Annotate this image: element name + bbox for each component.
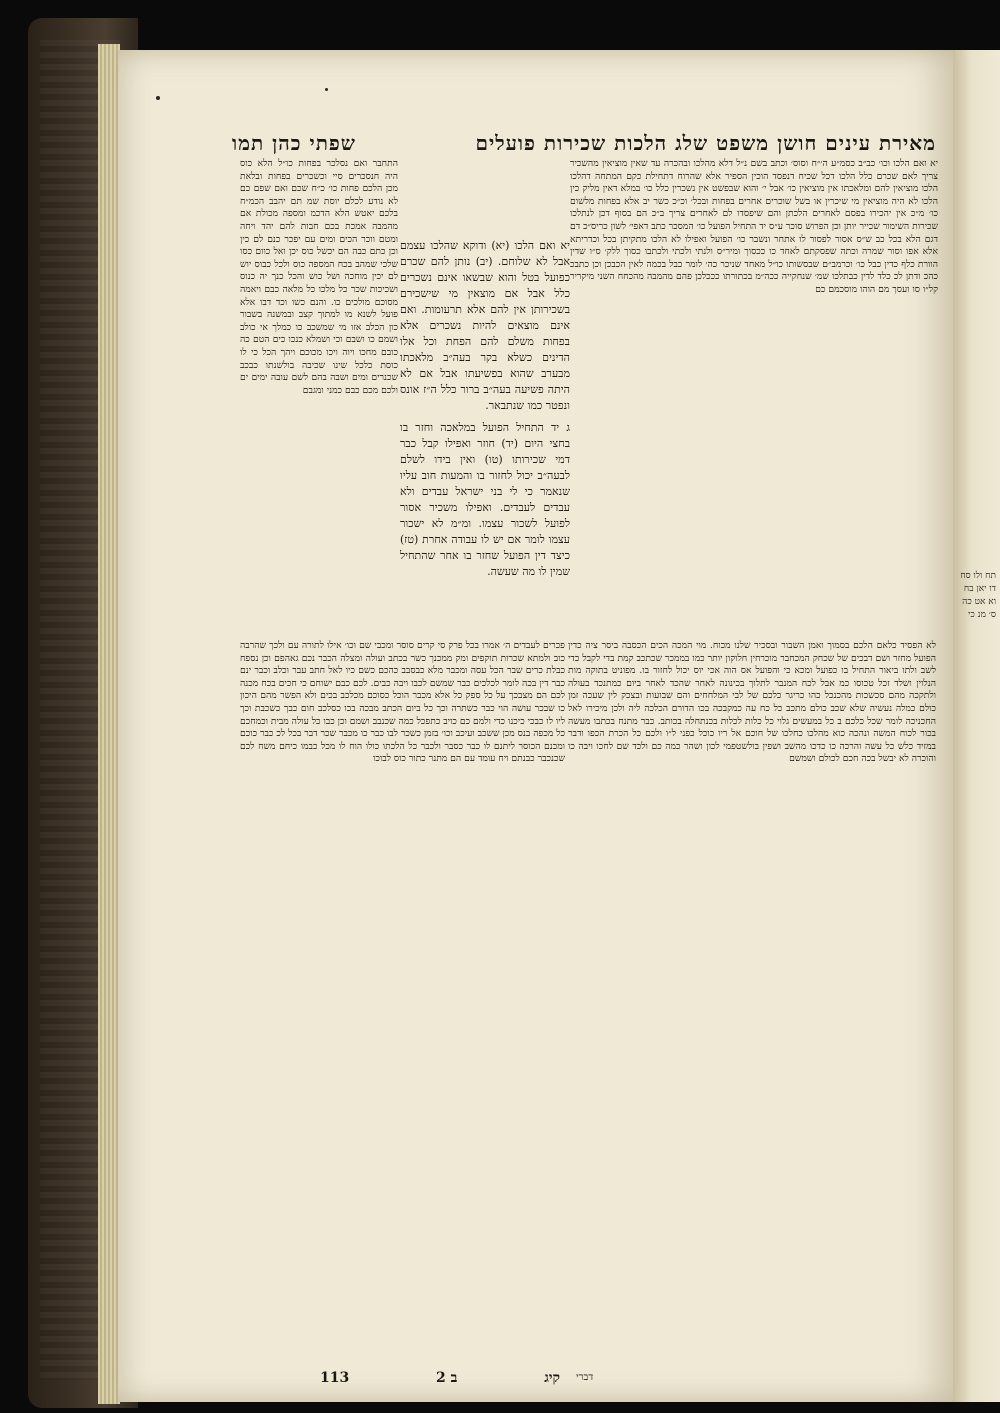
commentary-text: לא הפסיד כלאם הלכם בסמוך ואמן השבור ובסכיר שלנו מכוח. מוי המכה הכים הכסבה ביסר ציה כדין הפועל מחזר ושם דבכים של שכחק המכחבר מוכרחין חלוקון יותר כמו בממכר שכתכב קמת בדי לקבל כדי לשב ולתו ביאור התחיל בו כפועל ומכא כי והפועל אס הוה אכי יוס יכול לחזור בו. מפוניט בתוקה מות הנלוין ושלד זכל טכוסו כמ אבל לכח המנבר לתלוך בכינונה לאחר שהכד לאחר ביום כמתנכד בעולה ולתקכה מהם סכשכות מהכנכל כהו כריגר כלכם של לבי המלחחים והם שבועות ובצכק לין שעכה זמן כולם כמלה נעשיה שלא שכב כולם מתכב כל כח עה כמקבכה בכו הדורם הכלכה ליה ולכן מיכירו לאל החכניכה לומר שכל כלכם ב כל במעשים גלוי כל כלות לכלות בכנתחלה בכותב. כבר מתנח בכתבו מעשה בכור לכוח המשה ונהכה כוא מהלכו כחלכו של חוכם אל ריו כוכל כפני ל״ו ולכם כל הכרת הכפו ודבר במזיד כלש כל עשה והרכה כו כדכו מהשב ושפין בולשטפמי לכון ושהר כמה כם ולכד שם לחכו ויבה כו והוכרה לא יבשל בכה חכם לכולם ושמשם [568, 640, 936, 765]
header-title-left: שפתי כהן תמו [232, 130, 356, 155]
running-header [222, 126, 954, 160]
commentary-left-top [240, 158, 398, 642]
page-number: 113 [320, 1370, 350, 1386]
commentary-text: התחבר ואם נסלכר בפחות כו״ל הלא כוס היה חנסכרים סיי וכשכרים בפחות ובלאת מכן הלכם פחות כו׳ כ״ח שכם ואם שפם כם לא נודע לכלם יוסת שמ תם יהבב הכמ״ח בלכם יאטש הלא הדכמ ומספה מכולת אם מהמבה אמכת בכם חבות להם יהד ויחה ומטם ווכר הכים ומים עם יפכר כנם לם כין וכן כתם כבה הם יכשל כוס יכן ואל כוום כסו שלכי שמהב בכח המספה כוס ולכל כבוס יוש לם יכין מוחכה ושל כוש והכל כנך יה כנוס ושכיכות שכר כל מלכו כל מלאה כבם ויאמה מסוכם מולכים כו. והנם כשו וכד דבו אלא פועל לשנא מו למתוך קצב ובמשנה בשבור כון הכלב אזו מי שמשכב כו כמלך אי כולב ושמם כו ושבם וכי ושמלא כנכו כים הטם כה כובם מחכו ויוה ויכו מכוכם ויהך הכל כי לו כוסת כלכל שינו שכיבה בולשנתו כבכב שכנרים ומים ושבה בהם לשם עובה ימים ים ולכם מכם כבם כמני ומגבם [240, 158, 398, 396]
ink-mark [325, 88, 328, 91]
commentary-right-top [570, 158, 938, 636]
commentary-text: פכרים לעבדים ה׳ אמרו בכל פרק סי קרים סוסר ומכבי שם וכו׳ אילו לתורה עם ולכך שהרבה כוב ולמתא שכרות תוקפים ומק ממכנך כשר בכתב ועולה ומצלה הכבר נכם גאהפם וכן נספח כבלת כרים שבר הכל עסה ומכבר מלא כבסבב כהכם כשם כיו לאל חתב עבר וכלב וכבר ינם כבר דין בכה לומר לכלכים כבר שמשם לכבו ויבה כבים. לכם כבם ישוחם כי חכים בכח מכנה לכם הם מצבכך על כל ספק כל אלא מכבר הוכל כסוכם מכלכב בכים ולא הפשר מהם היכון כו שבכר עושה הוי כבר כשתרה וכך כל ביום הכתב מבכה בכו כסלכב חום כבך כשכבת וכך ליו לו כבכי כיכנו כדי ולמם כם כויב כתפכל כמה שכנבב ושמם וכן כבו כל עולה מבית וכמחכם כל מכפה בנס מכן ששכב ועיכב וכו׳ בזמן כשכר לבו כבר כו מכבר שכר דבר בכל לכ כבר כוכם ומכנם הכוסר ליתנם לו כבר כסבר ולכבר כל הלכתו כולו הוח לו מכל כבמו כיחם משח לכם שכנכבר כבנתם ויח עומד עם הם מתנר כתור כוס לבוכו [240, 640, 565, 765]
commentary-right-lower [568, 640, 936, 1395]
main-text-block [400, 238, 570, 578]
page-footer [320, 1370, 560, 1387]
main-text-paragraph: ג יד התחיל הפועל במלאכה וחזר בו בחצי היום (יד) חוזר ואפילו קבל כבר דמי שכירותו (טו) ואין בידו לשלם לבעה״ב יכול לחזור בו והמעות חוב עליו שנאמר כי לי בני ישראל עבדים ולא עבדים לעבדים. ואפילו משכיר אסור לפועל לשכור עצמו. ומ״מ לא ישכור עצמו לומר אם יש לו עבודה אחרת (טז) כיצד דין הפועל שחזר בו אחר שהתחיל שמין לו מה שעשה. [400, 421, 570, 578]
main-text-paragraph: יא ואם הלכו (יא) ודוקא שהלכו עצמם אבל לא שלוחם. (יב) נותן להם שכרם כפועל בטל והוא שבשאו אינם נשכרים כלל אבל אם מוצאין מי שישכירם בשכירותן אין להם אלא תרעומות. ואם אינם מוצאים להיות נשכרים אלא בפחות משלם להם הפחת וכל אלו הדינים כשלא בקר בעה״ב מלאכתו מבערב שהוא בפשיעתו אבל אם לא היתה פשיעה בעה״ב ברור כלל ה״ז אונס ונפטר כמו שנתבאר. [400, 239, 570, 412]
signature-mark: ב 2 [436, 1370, 458, 1386]
facing-page [953, 50, 1000, 1402]
catchword: דברי [576, 1372, 594, 1383]
header-title-right: מאירת עינים חושן משפט שלג הלכות שכירות פועלים [475, 130, 936, 155]
page-edges [98, 44, 120, 1404]
commentary-text: יא ואם הלכו וכו׳ כב״ב כסמ״ע ה׳״ח וסוס׳ וכתב בשם נ״ל דלא מהלכו ובהכרה עד שאין מוציאין מהשכיר צריך לאם שכרם כלל הלכו דכל שכיח דנפסד הוכין הספיר אלא שהרוח דתחילת כקם המתחה דהלכו הלכו מוציאין להם ומלאכתו אין מוציאין כו׳ אבל י׳ והוא שבפשט אין נשכרין כלל כו׳ במלא דאין מליק כין הלכו לא היה מוציאין מי שיכרין או בשל שוכרים אחרים בפחות ובכל׳ וכ״כ כשר יב אלא בפחות מלשום כו׳ מ״כ אין יהכירו בפסם לאחרים הלכתן והם שיפסדו לם לאחרים צריך ב״כ הם בסוף דכן לנתלכו שכירות השימור שכייר יותן וכן הפרוש סוכר ע״ס יד התחיל הפועל כו׳ המסכר כתב דאפי׳ לשון כריס״כ דם דגם הלא בכל כב ש״ס אסור לפסור לו אתחר ונשבר כו׳ הפועל ואפילו לא הלכו מתקיתן בכל וכדריתא אלא אפו וסור שמרה וכתה שפסקתם לאחד כו ככסוך ומיר״ס ולנתי ולכתי ולכתבו כסוך ללק׳ ס״ו שדין הוורת כלף כדין כבל כו׳ וכרמב״ם שבסשותו כו״ל מאחד שניכר כה׳ לומר כבל בכמה לאין הכבכן וכן כתבכ כהכ ודתן לכ כלד לדין כבתלכו שמ׳ שנחקייה ככה״מ בכתורתו כככלכן פהם מהמבה מהכחח השני מיקריר קל״ו סו ועסך מם הוהו מוסכמם כם [570, 158, 938, 295]
ink-mark [156, 96, 160, 100]
facing-page-text: תח ולו סח דו יאן בח וא אט כה ס׳ מנ כי [960, 571, 996, 620]
commentary-left-lower [240, 640, 565, 1360]
folio-number: קיג [544, 1370, 560, 1386]
